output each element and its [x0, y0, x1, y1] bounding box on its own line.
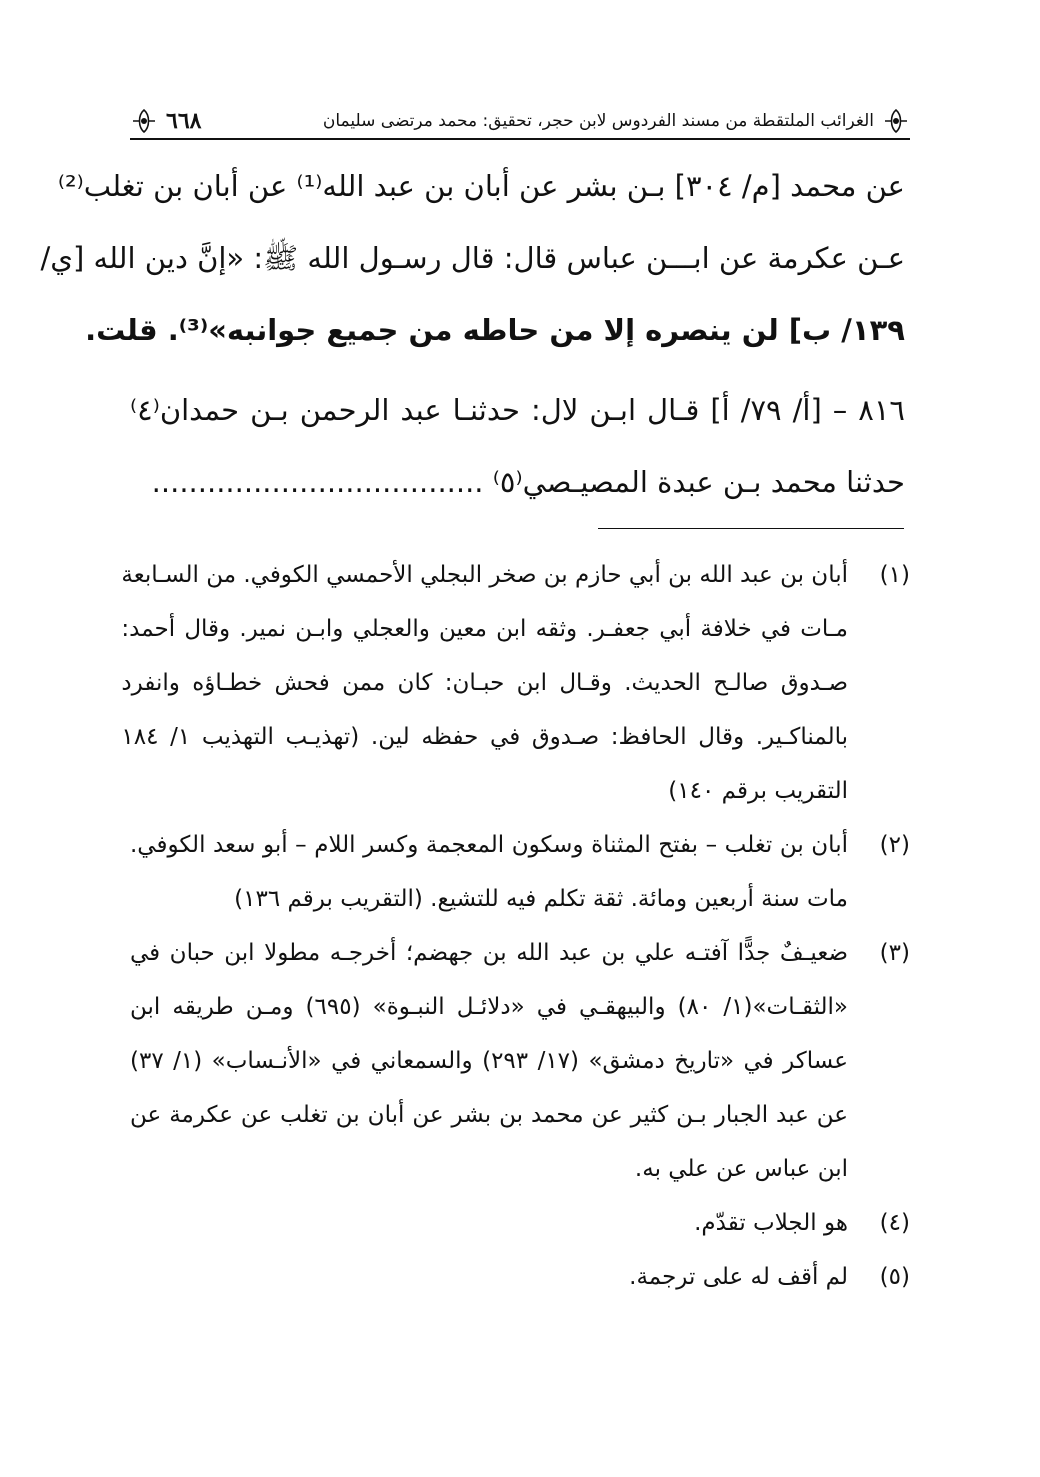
footnote-line: أبان بن عبد الله بن أبي حازم بن صخر البجلي الأحمسي الكوفي. من السـابعة: [121, 562, 848, 588]
footnote-number: (٥): [879, 1264, 910, 1290]
footnote-number: (١): [879, 562, 910, 588]
footnote-number: (٤): [879, 1210, 910, 1236]
footnote-line: التقريب برقم ١٤٠): [668, 778, 848, 804]
main-line: حدثنا محمد بـن عبدة المصيـصي⁽٥⁾ ....................................: [151, 465, 905, 499]
page-number: ٦٦٨: [166, 108, 202, 134]
ornament-right-icon: [882, 107, 910, 135]
main-line: عن محمد [م/ ٣٠٤] بـن بشر عن أبان بن عبد الله⁽¹⁾ عن أبان بن تغلب⁽²⁾: [57, 169, 905, 203]
footnote-line: هو الجلاب تقدّم.: [694, 1210, 848, 1236]
footnote-line: عساكر في «تاريخ دمشق» (١٧/ ٢٩٣) والسمعاني في «الأنـساب» (١/ ٣٧): [130, 1048, 848, 1074]
footnote-line: عن عبد الجبار بـن كثير عن محمد بن بشر عن أبان بن تغلب عن عكرمة عن: [130, 1102, 848, 1128]
footnote-line: «الثقـات»(١/ ٨٠) والبيهقـي في «دلائـل النبـوة» (٦٩٥) ومـن طريقه ابن: [130, 994, 849, 1020]
main-line: عـن عكرمة عن ابـــن عباس قال: قال رسـول الله ﷺ: «إنَّ دين الله [ي/: [40, 241, 905, 275]
main-line: ١٣٩/ ب] لن ينصره إلا من حاطه من جميع جوانبه»⁽³⁾. قلت.: [85, 313, 905, 347]
ornament-left-icon: [130, 107, 158, 135]
main-text: [40, 150, 905, 518]
footnote: [130, 1196, 910, 1250]
header-title: الغرائب الملتقطة من مسند الفردوس لابن حجر، تحقيق: محمد مرتضى سليمان: [322, 111, 874, 131]
header-rule: [130, 138, 910, 140]
footnote-line: مـات في خلافة أبي جعفـر. وثقه ابن معين والعجلي وابـن نمير. وقال أحمد:: [121, 616, 848, 642]
running-header: [130, 106, 910, 136]
footnote: [130, 926, 910, 1196]
footnote-line: أبان بن تغلب – بفتح المثناة وسكون المعجمة وكسر اللام – أبو سعد الكوفي.: [130, 832, 848, 858]
footnote-line: مات سنة أربعين ومائة. ثقة تكلم فيه للتشيع. (التقريب برقم ١٣٦): [234, 886, 848, 912]
footnote-line: لم أقف له على ترجمة.: [629, 1264, 848, 1290]
footnote-line: ابن عباس عن علي به.: [634, 1156, 848, 1182]
hadith-number-line: ٨١٦ – [أ/ ٧٩/ أ] قـال ابـن لال: حدثنـا عبد الرحمن بـن حمدان⁽٤⁾: [130, 393, 905, 427]
footnotes: [121, 548, 910, 1304]
footnote-number: (٣): [879, 940, 910, 966]
footnote: [121, 548, 910, 818]
footnote-line: بالمناكـير. وقال الحافظ: صـدوق في حفظه لين. (تهذيـب التهذيب ١/ ١٨٤: [121, 724, 849, 750]
footnote: [130, 818, 910, 926]
footnote-line: صـدوق صالـح الحديث. وقـال ابن حبـان: كان ممن فحش خطـاؤه وانفرد: [121, 670, 848, 696]
footnote-line: ضعيـفٌ جدًّا آفتـه علي بن عبد الله بن جهضم؛ أخرجـه مطولا ابن حبان في: [130, 940, 848, 966]
footnote: [130, 1250, 910, 1304]
footnote-separator: [598, 528, 904, 529]
footnote-number: (٢): [879, 832, 910, 858]
